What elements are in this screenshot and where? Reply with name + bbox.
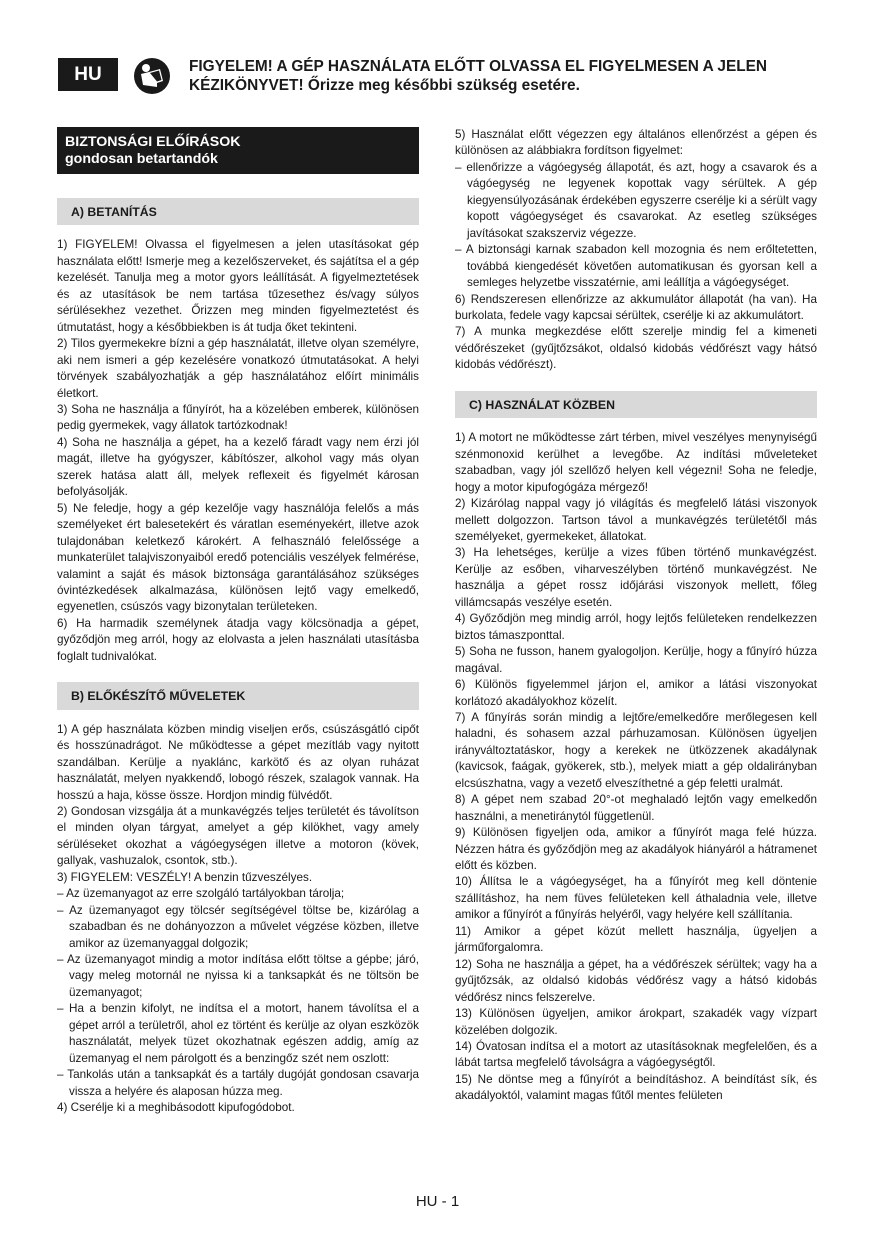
section-b-item: 7) A munka megkezdése előtt szerelje mindig fel a kimeneti védőrészeket (gyűjtőzsákot, oldalsó kidobás védőrészt vagy hátsó kidobás védőrészt). — [455, 325, 817, 372]
title-line-2: gondosan betartandók — [65, 151, 218, 167]
section-b-bullet: – Az üzemanyagot az erre szolgáló tartályokban tárolja; — [57, 887, 345, 901]
section-c-item: 5) Soha ne fusson, hanem gyalogoljon. Kerülje, hogy a fűnyíró húzza magával. — [455, 645, 817, 675]
language-badge: HU — [58, 58, 118, 91]
section-a-item: 5) Ne feledje, hogy a gép kezelője vagy használója felelős a más személyeket ért balesetekért és váratlan eseményekért, illetve azok tulajdonában keletkező károkért. A felhasználó felelőssége a munkaterület talajviszonyaiból eredő potenciális veszélyek felmérése, valamint a saját és mások biztonsága garantálásához szükséges óvintézkedések alkalmazása, különösen lejtő vagy emelkedő, egyenetlen, csúszós vagy bizonytalan területeken. — [57, 501, 419, 614]
section-c-item: 3) Ha lehetséges, kerülje a vizes fűben történő munkavégzést. Kerülje az esőben, viharveszélyben történő munkavégzést. Ne használja a gépet rossz időjárási viszonyok mellett, főleg villámcsapás veszélye esetén. — [455, 546, 817, 609]
section-b-item: 3) FIGYELEM: VESZÉLY! A benzin tűzveszélyes. — [57, 870, 313, 884]
section-c-item: 2) Kizárólag nappal vagy jó világítás és megfelelő látási viszonyok mellett dolgozzon. Tartson távol a munkavégzés területétől más személyeket, gyermekeket, állatokat. — [455, 497, 817, 543]
section-c-item: 4) Győződjön meg mindig arról, hogy lejtős felületeken rendelkezzen biztos támaszponttal. — [455, 612, 817, 642]
section-c-item: 11) Amikor a gépet közút mellett használja, ügyeljen a járműforgalomra. — [455, 924, 817, 955]
section-c-item: 9) Különösen figyeljen oda, amikor a fűnyírót maga felé húzza. Nézzen hátra és győződjön meg az akadályok hiányáról a hátramenet előtt és közben. — [455, 826, 817, 873]
section-b-bullet: – Az üzemanyagot egy tölcsér segítségével töltse be, kizárólag a szabadban és ne dohányozzon a művelet végzése közben, illetve amikor az üzemanyaggal dolgozik; — [57, 903, 419, 950]
section-a-item: 4) Soha ne használja a gépet, ha a kezelő fáradt vagy nem érzi jól magát, illetve ha gyógyszer, kábítószer, alkohol vagy más olyan szerek hatása alatt áll, melyek reflexeit és figyelmét károsan befolyásolják. — [57, 435, 419, 499]
section-c-heading: C) HASZNÁLAT KÖZBEN — [455, 391, 817, 418]
section-c-item: 14) Óvatosan indítsa el a motort az utasításoknak megfelelően, és a lábát tartsa megfelelő távolságra a vágóegységtől. — [455, 1040, 817, 1070]
section-c-item: 1) A motort ne működtesse zárt térben, mivel veszélyes menynyiségű szénmonoxid kerülhet a levegőbe. Az indítási műveleteket szabadban, vagy jól szellőző helyen kell végezni! Soha ne feledje, hogy a motor kipufogógáza mérgező! — [455, 431, 817, 494]
page-number: HU - 1 — [415, 1193, 460, 1210]
section-b-item: 2) Gondosan vizsgálja át a munkavégzés teljes területét és távolítson el minden olyan tárgyat, amelyet a gép kilökhet, vagy amely sérüléseket okozhat a vágóegységen illetve a motoron (kövek, gallyak, vashuzalok, csontok, stb.). — [57, 804, 419, 868]
section-c-item: 12) Soha ne használja a gépet, ha a védőrészek sérültek; vagy ha a gyűjtőzsák, az oldalsó kidobás védőrész vagy a hátsó kidobás védőrész nincs felszerelve. — [455, 957, 817, 1004]
section-c-item: 13) Különösen ügyeljen, amikor árokpart, szakadék vagy vízpart közelében dolgozik. — [455, 1007, 817, 1037]
section-b-item: 5) Használat előtt végezzen egy általános ellenőrzést a gépen és különösen az alábbiakra fordítson figyelmet: — [455, 128, 817, 158]
section-b-bullet: – ellenőrizze a vágóegység állapotát, és azt, hogy a csavarok és a vágóegység ne legyenek kopottak vagy sérültek. A gép kiegyensúlyozásának érdekében egyszerre cserélje ki a sérült vagy kopott vágóegységet és csavarokat. Az esetleg szükséges javításokat szakszerviz végezze. — [455, 160, 817, 240]
section-c-item: 7) A fűnyírás során mindig a lejtőre/emelkedőre merőlegesen kell haladni, és sohasem azzal párhuzamosan. Különösen ügyeljen irányváltoztatáskor, hogy a kerekek ne ütközzenek akadálynak (kavicsok, faágak, gyökerek, stb.), melyek miatt a gép oldalirányban elcsúszhatna, vagy a vezető elveszíthetné a gép feletti uralmát. — [455, 710, 817, 790]
section-b-heading: B) ELŐKÉSZÍTŐ MŰVELETEK — [57, 682, 419, 709]
section-a-item: 6) Ha harmadik személynek átadja vagy kölcsönadja a gépet, győződjön meg arról, hogy az elolvasta a jelen használati utasításba foglalt tudnivalókat. — [57, 616, 419, 663]
section-a-heading: A) BETANÍTÁS — [57, 198, 419, 225]
section-b-item: 4) Cserélje ki a meghibásodott kipufogódobot. — [57, 1101, 295, 1115]
title-line-1: BIZTONSÁGI ELŐÍRÁSOK — [65, 134, 241, 150]
warning-header: FIGYELEM! A GÉP HASZNÁLATA ELŐTT OLVASSA EL FIGYELMESEN A JELEN KÉZIKÖNYVET! Őrizze meg későbbi szükség esetére. — [189, 58, 768, 94]
section-c-item: 6) Különös figyelemmel járjon el, amikor a látási viszonyokat korlátozó akadályokhoz közelít. — [455, 678, 817, 708]
safety-title-box — [57, 127, 419, 174]
section-b-bullet: – A biztonsági karnak szabadon kell mozognia és nem erőltetetten, továbbá kiengedését követően automatikusan és gyorsan kell a semleges helyzetbe visszatérnie, ami leállítja a vágóegységet. — [455, 243, 817, 290]
book-reading-icon — [133, 57, 171, 95]
section-a-item: 1) FIGYELEM! Olvassa el figyelmesen a jelen utasításokat gép használata előtt! Ismerje meg a kezelőszerveket, és sajátítsa el a gép kezelését. Tanulja meg a motor gyors leállítását. A figyelmeztetések és az utasítások be nem tartása tűzesethez és/vagy súlyos sérülésekhez vezethet. Őrizzen meg minden figyelmeztetést és útmutatást, hogy a későbbiekben is át tudja őket tekinteni. — [57, 238, 419, 334]
section-b-bullet: – Tankolás után a tanksapkát és a tartály dugóját gondosan csavarja vissza a helyére és alaposan húzza meg. — [57, 1068, 419, 1098]
section-b-item: 6) Rendszeresen ellenőrizze az akkumulátor állapotát (ha van). Ha burkolata, fedele vagy kapcsai sérültek, cserélje ki az akkumulátort. — [455, 292, 817, 322]
section-c-item: 10) Állítsa le a vágóegységet, ha a fűnyírót meg kell döntenie szállításhoz, ha nem füves felületeken kell áthaladnia vele, illetve amikor a fűnyírót a fűnyírás helyéről, vagy helyére kell szállítania. — [455, 875, 817, 922]
right-column — [455, 127, 817, 1105]
section-b-bullet: – Az üzemanyagot mindig a motor indítása előtt töltse a gépbe; járó, vagy meleg motornál ne nyissa ki a tanksapkát és ne töltsön be üzemanyagot; — [57, 953, 419, 999]
section-c-item: 8) A gépet nem szabad 20°-ot meghaladó lejtőn vagy emelkedőn használni, a menetiránytól függetlenül. — [455, 793, 817, 823]
section-b-item: 1) A gép használata közben mindig viseljen erős, csúszásgátló cipőt és hosszúnadrágot. Ne működtesse a gépet mezítláb vagy nyitott szandálban. Kerülje a nyaklánc, karkötő és az olyan ruházat használatát, melyen nyakkendő, lobogó részek, szalagok vannak. Ha hosszú a haja, kösse össze. Hordjon mindig fülvédőt. — [57, 722, 419, 802]
left-column — [57, 127, 419, 1117]
section-c-item: 15) Ne döntse meg a fűnyírót a beindításhoz. A beindítást sík, és akadályoktól, valamint magas fűtől mentes felületen — [455, 1072, 817, 1103]
section-a-item: 2) Tilos gyermekekre bízni a gép használatát, illetve olyan személyre, aki nem ismeri a gép kezelésére vonatkozó útmutatásokat. A helyi törvények szabályozhatják a gép használatához előírt minimális életkort. — [57, 337, 419, 400]
section-b-bullet: – Ha a benzin kifolyt, ne indítsa el a motort, hanem távolítsa el a gépet arról a területről, ahol ez történt és kerülje az olyan eszközök használatát, melyek tüzet okozhatnak egészen addig, amíg az üzemanyag el nem párolgott és a benzingőz szét nem oszlott: — [57, 1002, 419, 1065]
section-a-item: 3) Soha ne használja a fűnyírót, ha a közelében emberek, különösen pedig gyermekek, vagy állatok tartózkodnak! — [57, 402, 419, 433]
